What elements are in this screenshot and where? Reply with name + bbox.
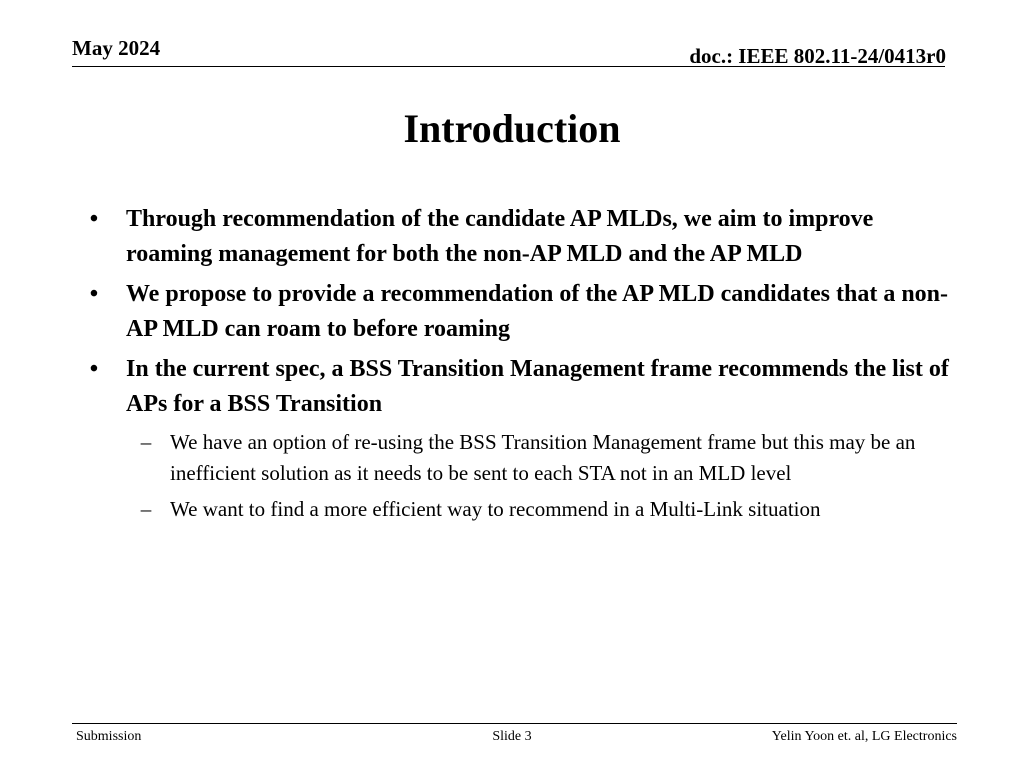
footer-submission: Submission: [76, 729, 142, 744]
sub-bullet-list: [84, 427, 950, 525]
sub-bullet-marker: –: [140, 497, 152, 521]
bullet-marker: •: [89, 281, 99, 307]
bullet-marker: •: [89, 356, 99, 382]
sub-bullet-text: We have an option of re-using the BSS Transition Management frame but this may be an inefficient solution as it needs to be sent to each STA not in an MLD level: [170, 430, 916, 485]
bullet-item: [84, 352, 950, 422]
bullet-text: In the current spec, a BSS Transition Management frame recommends the list of APs for a BSS Transition: [126, 356, 949, 417]
bullet-marker: •: [89, 206, 99, 232]
bullet-list: [84, 202, 950, 531]
slide-title: Introduction: [403, 106, 621, 151]
footer-divider: [72, 723, 957, 724]
bullet-text: We propose to provide a recommendation of the AP MLD candidates that a non-AP MLD can roam to before roaming: [126, 281, 949, 342]
footer-author: Yelin Yoon et. al, LG Electronics: [771, 729, 957, 744]
sub-bullet-marker: –: [140, 430, 152, 454]
bullet-text: Through recommendation of the candidate AP MLDs, we aim to improve roaming management for both the non-AP MLD and the AP MLD: [126, 206, 874, 267]
footer-slide-number: Slide 3: [492, 729, 532, 744]
bullet-item: [84, 277, 950, 347]
header-date: May 2024: [72, 36, 161, 60]
sub-bullet-text: We want to find a more efficient way to recommend in a Multi-Link situation: [170, 497, 821, 521]
sub-bullet-item: [84, 427, 950, 488]
sub-bullet-item: [84, 494, 950, 525]
header-divider: [72, 66, 945, 67]
bullet-item: [84, 202, 950, 272]
header-doc-id: doc.: IEEE 802.11-24/0413r0: [689, 44, 946, 68]
